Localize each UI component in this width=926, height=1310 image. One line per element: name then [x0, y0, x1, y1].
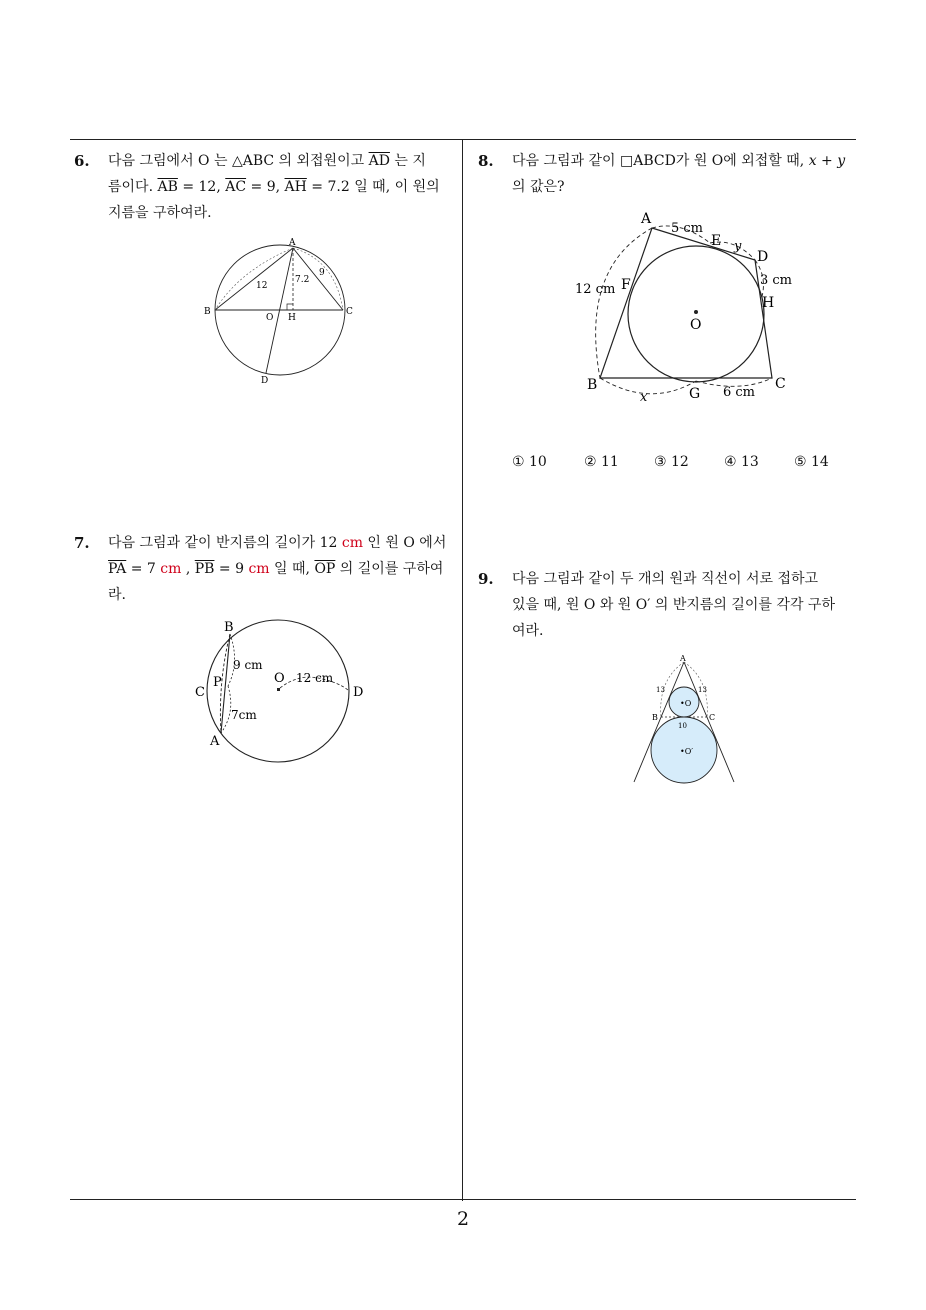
q6-label-A: A — [289, 238, 296, 248]
q8-label-E: E — [711, 233, 722, 249]
q8-label-F: F — [621, 277, 631, 293]
q8-label-dh: 3 cm — [760, 273, 793, 288]
q9-label-B: B — [652, 713, 658, 722]
q6-label-B: B — [204, 307, 211, 317]
question-number: 9. — [478, 570, 494, 588]
column-divider — [462, 139, 463, 1201]
q7-label-B: B — [224, 620, 234, 635]
q8-label-A: A — [641, 211, 652, 227]
choice-5[interactable]: ⑤ 14 — [794, 454, 829, 470]
q7-label-pa: 7cm — [231, 708, 257, 722]
q6-label-ab: 12 — [256, 281, 268, 291]
q9-label-O-prime: •O′ — [680, 747, 694, 756]
q6-label-H: H — [288, 313, 296, 323]
question-text: 다음 그림과 같이 두 개의 원과 직선이 서로 접하고 있을 때, 원 O 와 원 O′ 의 반지름의 길이를 각각 구하 여라. — [512, 571, 835, 639]
q9-label-10: 10 — [678, 722, 687, 730]
page-number: 2 — [456, 1208, 470, 1230]
q6-label-C: C — [346, 307, 353, 317]
top-rule — [70, 139, 856, 140]
bottom-rule — [70, 1199, 856, 1200]
q9-label-C: C — [709, 713, 716, 722]
q9-label-13b: 13 — [698, 686, 707, 694]
q7-figure — [188, 612, 378, 772]
q8-label-y: y — [734, 239, 742, 254]
q8-figure — [570, 208, 800, 408]
q7-label-C: C — [195, 685, 205, 700]
q8-label-G: G — [689, 386, 701, 402]
q8-label-ae: 5 cm — [671, 221, 704, 236]
q6-figure — [195, 230, 365, 390]
choice-1[interactable]: ① 10 — [512, 454, 547, 470]
q6-label-ah: 7.2 — [295, 275, 310, 285]
q7-label-P: P — [213, 675, 222, 690]
q7-label-D: D — [353, 685, 364, 700]
question-number: 8. — [478, 152, 494, 170]
choice-2[interactable]: ② 11 — [584, 454, 619, 470]
q9-label-A: A — [680, 654, 686, 663]
q7-label-pb: 9 cm — [233, 658, 263, 672]
q8-label-gc: 6 cm — [723, 385, 756, 400]
question-number: 7. — [74, 534, 90, 552]
q7-label-r: 12 cm — [296, 671, 334, 685]
q8-label-x: x — [640, 390, 648, 405]
q6-label-ac: 9 — [319, 268, 325, 278]
question-number: 6. — [74, 152, 90, 170]
q8-label-D: D — [757, 249, 769, 265]
question-text: 다음 그림과 같이 □ABCD가 원 O에 외접할 때, x + y 의 값은? — [512, 153, 846, 195]
question-text: 다음 그림과 같이 반지름의 길이가 12 cm 인 원 O 에서 $\overline{PA} = 7$ cm , $\overline{PB} = 9$ cm 일 때, $\overline{OP}$ 의 길이를 구하여 라. — [108, 535, 447, 603]
q9-label-O: •O — [680, 699, 692, 708]
choice-3[interactable]: ③ 12 — [654, 454, 689, 470]
q8-label-C: C — [775, 376, 786, 392]
q8-label-H: H — [762, 295, 775, 311]
q6-label-D: D — [261, 376, 269, 386]
q9-label-13a: 13 — [656, 686, 665, 694]
q9-figure — [628, 650, 740, 790]
q7-label-O: O — [274, 671, 285, 686]
q7-label-A: A — [210, 734, 220, 749]
q8-label-B: B — [587, 377, 598, 393]
q8-label-ab: 12 cm — [575, 282, 616, 297]
q6-label-O: O — [266, 313, 274, 323]
choice-4[interactable]: ④ 13 — [724, 454, 759, 470]
question-text: 다음 그림에서 O 는 △ABC 의 외접원이고 $\overline{AD}$ 는 지 름이다. $\overline{AB} = 12$, $\overline{AC} = 9$, $\overline{AH} = 7.2$ 일 때, 이 원의 지름을 구하여라. — [108, 153, 440, 221]
q8-label-O: O — [690, 317, 702, 333]
